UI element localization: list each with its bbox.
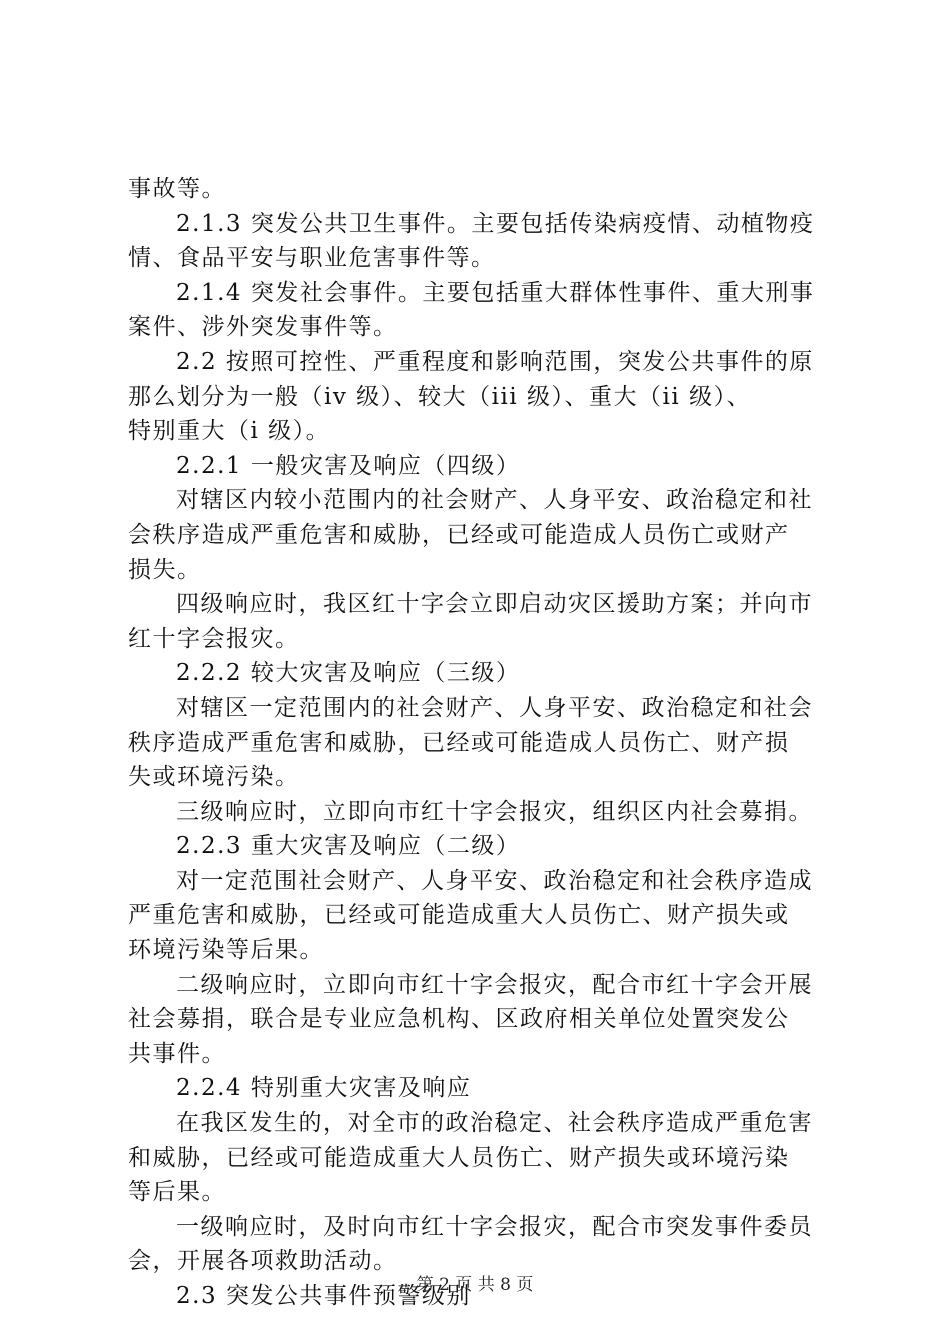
text-line: 秩序造成严重危害和威胁，已经或可能造成人员伤亡、财产损 — [128, 729, 790, 756]
text-line: 情、食品平安与职业危害事件等。 — [128, 245, 496, 272]
text-line: 案件、涉外突发事件等。 — [128, 314, 398, 341]
text-line: 事故等。 — [128, 176, 226, 202]
text-line: 2.2.3 重大灾害及响应（二级） — [176, 833, 521, 860]
text-line: 和威胁，已经或可能造成重大人员伤亡、财产损失或环境污染 — [128, 1144, 790, 1171]
text-line: 失或环境污染。 — [128, 764, 300, 791]
text-line: 2.2.2 较大灾害及响应（三级） — [176, 660, 521, 687]
text-line: 对一定范围社会财产、人身平安、政治稳定和社会秩序造成 — [176, 867, 813, 894]
text-line: 共事件。 — [128, 1040, 226, 1067]
page-footer: 第 2 页 共 8 页 — [416, 1275, 534, 1295]
text-line: 在我区发生的，对全市的政治稳定、社会秩序造成严重危害 — [176, 1110, 813, 1137]
text-line: 等后果。 — [128, 1179, 226, 1206]
text-line: 2.2.4 特别重大灾害及响应 — [176, 1075, 472, 1102]
text-line: 2.2 按照可控性、严重程度和影响范围，突发公共事件的原 — [176, 348, 814, 375]
text-line: 2.3 突发公共事件预警级别 — [176, 1283, 471, 1309]
text-line: 四级响应时，我区红十字会立即启动灾区援助方案；并向市 — [176, 591, 813, 618]
text-line: 特别重大（i 级）。 — [128, 418, 331, 445]
text-line: 红十字会报灾。 — [128, 625, 300, 652]
text-line: 2.1.3 突发公共卫生事件。主要包括传染病疫情、动植物疫 — [176, 210, 815, 237]
text-line: 环境污染等后果。 — [128, 937, 324, 964]
text-line: 2.2.1 一般灾害及响应（四级） — [176, 452, 521, 479]
text-line: 会秩序造成严重危害和威胁，已经或可能造成人员伤亡或财产 — [128, 521, 790, 548]
text-line: 三级响应时，立即向市红十字会报灾，组织区内社会募捐。 — [176, 798, 813, 825]
text-line: 那么划分为一般（iv 级）、较大（iii 级）、重大（ii 级）、 — [128, 383, 752, 410]
text-line: 对辖区一定范围内的社会财产、人身平安、政治稳定和社会 — [176, 694, 813, 721]
document-body — [128, 172, 840, 1314]
text-line: 一级响应时，及时向市红十字会报灾，配合市突发事件委员 — [176, 1213, 813, 1240]
text-line: 会，开展各项救助活动。 — [128, 1248, 398, 1275]
text-line: 2.1.4 突发社会事件。主要包括重大群体性事件、重大刑事 — [176, 279, 815, 306]
text-line: 二级响应时，立即向市红十字会报灾，配合市红十字会开展 — [176, 971, 813, 998]
text-line: 损失。 — [128, 556, 202, 583]
text-line: 社会募捐，联合是专业应急机构、区政府相关单位处置突发公 — [128, 1006, 790, 1033]
text-line: 严重危害和威胁，已经或可能造成重大人员伤亡、财产损失或 — [128, 902, 790, 929]
text-line: 对辖区内较小范围内的社会财产、人身平安、政治稳定和社 — [176, 487, 813, 514]
